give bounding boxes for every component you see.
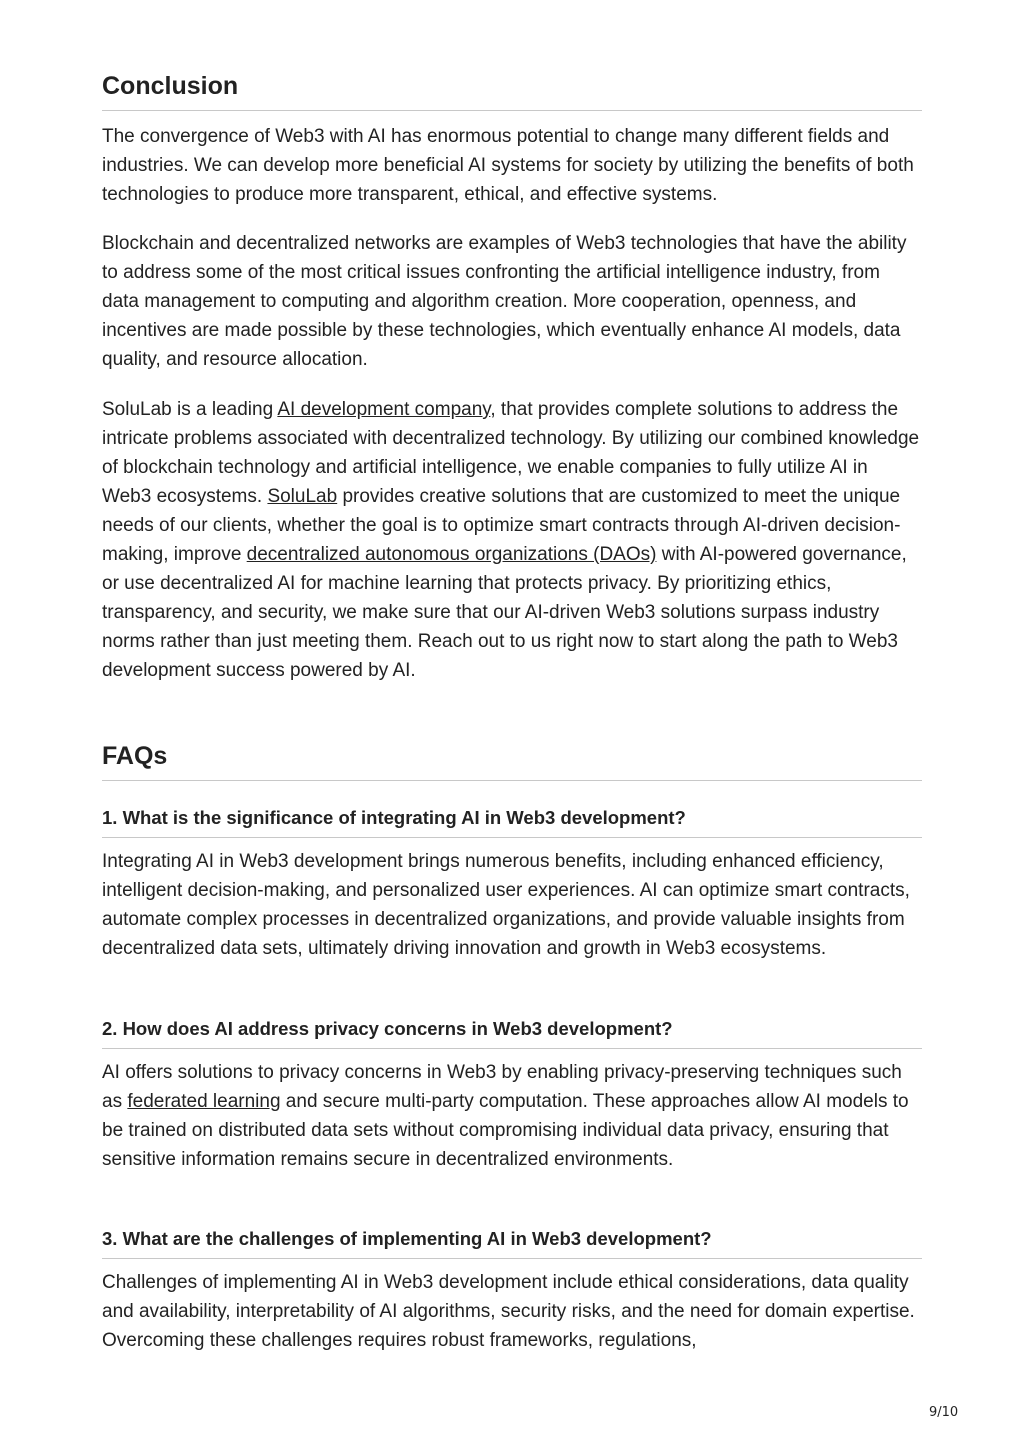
page-number: 9/10 bbox=[929, 1405, 959, 1420]
conclusion-p3-text-4: with AI-powered governance, or use decentralized AI for machine learning that protects privacy. By prioritizing ethics, transparency, and security, we make sure that our AI-driven Web3 solutions surpass industry norms rather than just meeting them. Reach out to us right now to start along the path to Web3 development success powered by AI. bbox=[102, 544, 907, 681]
conclusion-paragraph-3 bbox=[102, 395, 922, 685]
conclusion-paragraph-1: The convergence of Web3 with AI has enormous potential to change many different fields and industries. We can develop more beneficial AI systems for society by utilizing the benefits of both technologies to produce more transparent, ethical, and effective systems. bbox=[102, 126, 914, 205]
faq-answer-1: Integrating AI in Web3 development brings numerous benefits, including enhanced efficiency, intelligent decision-making, and personalized user experiences. AI can optimize smart contracts, automate complex processes in decentralized organizations, and provide valuable insights from decentralized data sets, ultimately driving innovation and growth in Web3 ecosystems. bbox=[102, 851, 910, 959]
conclusion-paragraph-2: Blockchain and decentralized networks are examples of Web3 technologies that have the ability to address some of the most critical issues confronting the artificial intelligence industry, from data management to computing and algorithm creation. More cooperation, openness, and incentives are made possible by these technologies, which eventually enhance AI models, data quality, and resource allocation. bbox=[102, 233, 907, 370]
faq-question-1: 1. What is the significance of integrating AI in Web3 development? bbox=[102, 807, 922, 838]
conclusion-p3-text-1: SoluLab is a leading bbox=[102, 399, 278, 420]
faq-answer-2 bbox=[102, 1058, 924, 1174]
faq-answer-2-text-2: and secure multi-party computation. These approaches allow AI models to be trained on distributed data sets without compromising individual data privacy, ensuring that sensitive information remains secure in decentralized environments. bbox=[102, 1091, 909, 1170]
ai-development-company-link[interactable]: AI development company bbox=[277, 399, 491, 420]
conclusion-p3-text-2: , that provides complete solutions to address the intricate problems associated with decentralized technology. By utilizing our combined knowledge of blockchain technology and artificial intelligence, we enable companies to fully utilize AI in Web3 ecosystems. bbox=[102, 399, 920, 507]
faqs-heading: FAQs bbox=[102, 742, 922, 781]
conclusion-p3-text-3: provides creative solutions that are customized to meet the unique needs of our clients, whether the goal is to optimize smart contracts through AI-driven decision-making, improve bbox=[102, 486, 901, 565]
faq-question-3: 3. What are the challenges of implementing AI in Web3 development? bbox=[102, 1228, 922, 1259]
faq-answer-3: Challenges of implementing AI in Web3 development include ethical considerations, data quality and availability, interpretability of AI algorithms, security risks, and the need for domain expertise. Overcoming these challenges requires robust frameworks, regulations, bbox=[102, 1272, 915, 1351]
conclusion-heading: Conclusion bbox=[102, 72, 922, 111]
daos-link[interactable]: decentralized autonomous organizations (DAOs) bbox=[246, 544, 657, 565]
faq-question-2: 2. How does AI address privacy concerns in Web3 development? bbox=[102, 1018, 922, 1049]
solulab-link[interactable]: SoluLab bbox=[267, 486, 338, 507]
faq-answer-2-text-1: AI offers solutions to privacy concerns in Web3 by enabling privacy-preserving techniques such as bbox=[102, 1062, 902, 1112]
federated-learning-link[interactable]: federated learning bbox=[127, 1091, 281, 1112]
